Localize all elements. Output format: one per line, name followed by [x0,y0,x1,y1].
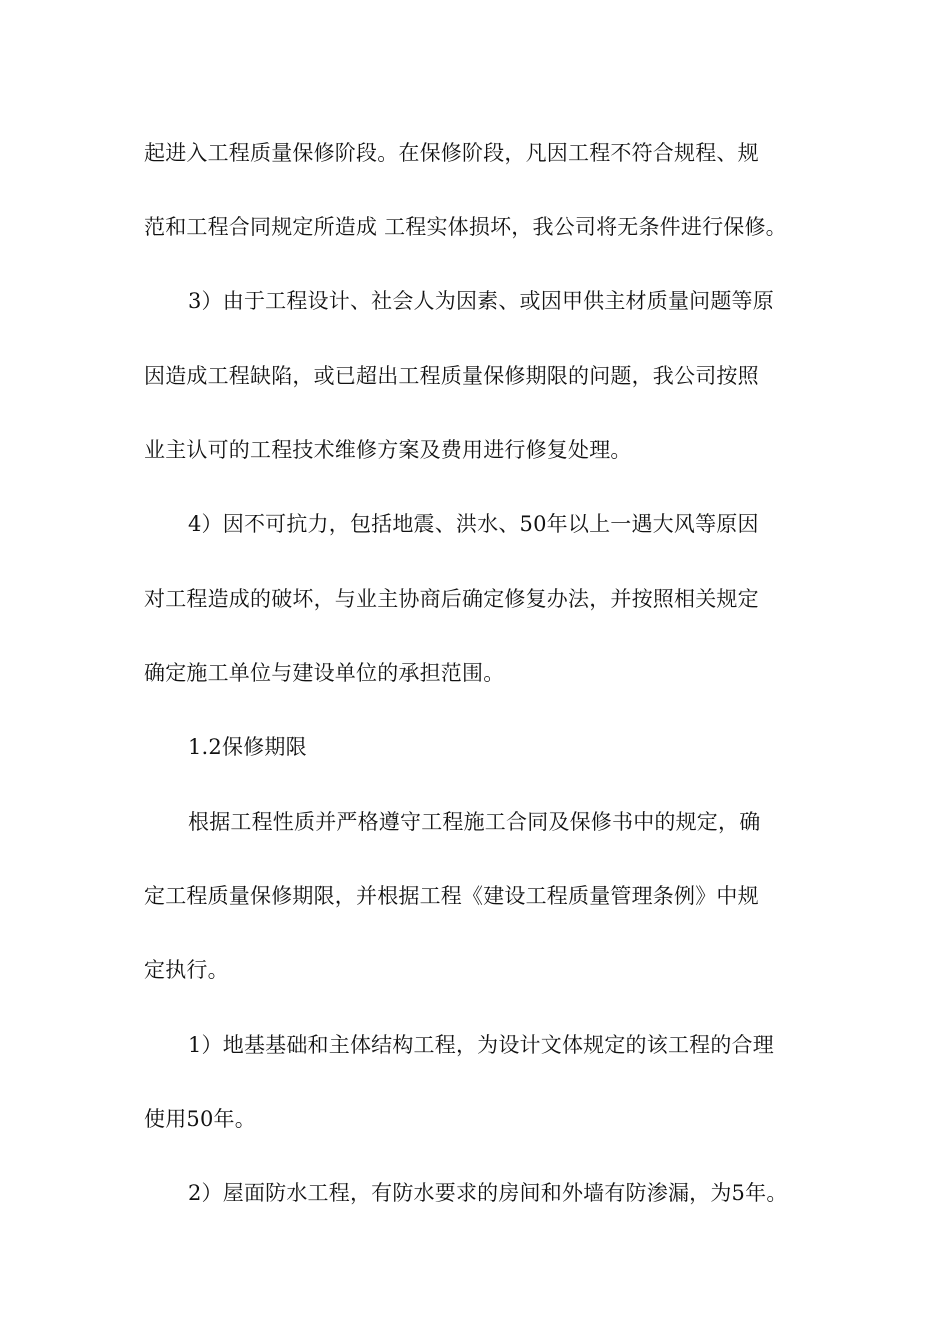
text-line: 确定施工单位与建设单位的承担范围。 [144,661,505,685]
text-line: 根据工程性质并严格遵守工程施工合同及保修书中的规定，确 [188,810,761,834]
text-line: 使用50年。 [144,1107,256,1131]
text-line: 2）屋面防水工程，有防水要求的房间和外墙有防渗漏，为5年。 [188,1181,788,1205]
text-line: 定工程质量保修期限，并根据工程《建设工程质量管理条例》中规 [144,884,759,908]
text-line: 3）由于工程设计、社会人为因素、或因甲供主材质量问题等原 [188,289,774,313]
text-line: 定执行。 [144,958,229,982]
text-line: 4）因不可抗力，包括地震、洪水、50年以上一遇大风等原因 [188,512,759,536]
text-line: 1）地基基础和主体结构工程，为设计文体规定的该工程的合理 [188,1033,774,1057]
text-line: 对工程造成的破坏，与业主协商后确定修复办法，并按照相关规定 [144,587,759,611]
text-line: 因造成工程缺陷，或已超出工程质量保修期限的问题，我公司按照 [144,364,759,388]
text-line: 业主认可的工程技术维修方案及费用进行修复处理。 [144,438,632,462]
text-line: 范和工程合同规定所造成 工程实体损坏，我公司将无条件进行保修。 [144,215,787,239]
text-line: 起进入工程质量保修阶段。在保修阶段，凡因工程不符合规程、规 [144,141,759,165]
section-heading: 1.2保修期限 [188,735,307,759]
